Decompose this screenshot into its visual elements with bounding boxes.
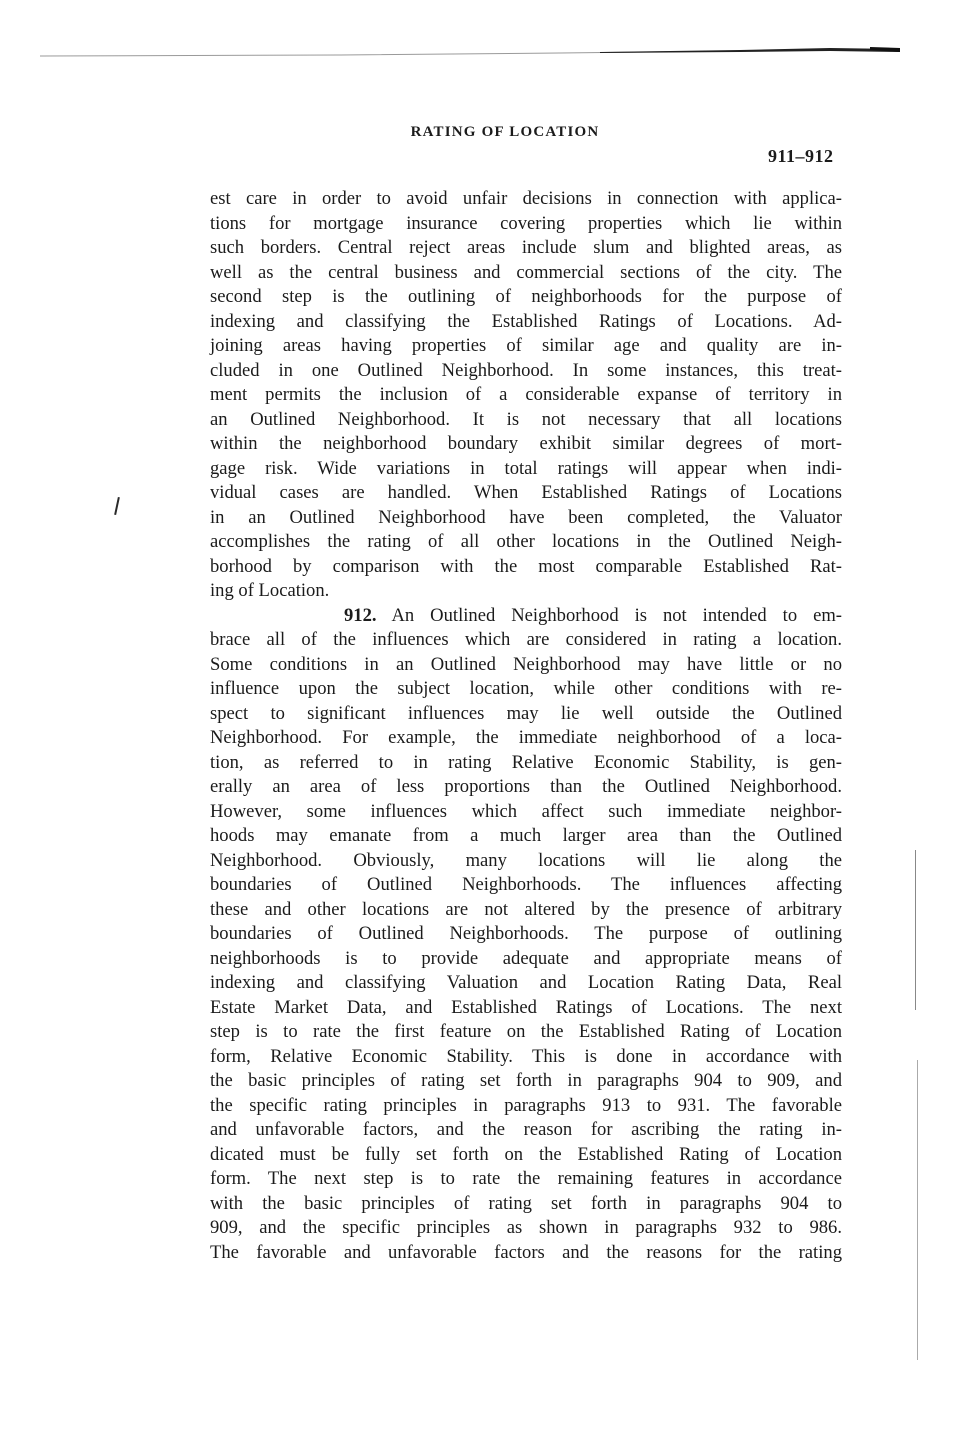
text-line: tion, as referred to in rating Relative Economic Stability, is gen-	[210, 751, 842, 773]
text-line: Estate Market Data, and Established Ratings of Locations. The next	[210, 996, 842, 1018]
text-line: spect to significant influences may lie well outside the Outlined	[210, 702, 842, 724]
text-line: Neighborhood. Obviously, many locations will lie along the	[210, 849, 842, 871]
text-line: neighborhoods is to provide adequate and appropriate means of	[210, 947, 842, 969]
text-line: tions for mortgage insurance covering properties which lie within	[210, 212, 842, 234]
text-line: and unfavorable factors, and the reason for ascribing the rating in-	[210, 1119, 842, 1140]
paragraph-912-opening-line	[210, 604, 842, 629]
paragraph-912-first-line: An Outlined Neighborhood is not intended to em-	[391, 604, 842, 626]
margin-mark-right	[915, 850, 916, 1010]
text-line: hoods may emanate from a much larger area than the Outlined	[210, 825, 842, 846]
text-line: joining areas having properties of similar age and quality are in-	[210, 335, 842, 356]
text-line: 909, and the specific principles as shown in paragraphs 932 to 986.	[210, 1217, 842, 1238]
text-line: cluded in one Outlined Neighborhood. In some instances, this treat-	[210, 359, 842, 381]
text-line: these and other locations are not altered by the presence of arbitrary	[210, 898, 842, 920]
text-line: indexing and classifying the Established Ratings of Locations. Ad-	[210, 310, 842, 332]
text-line: indexing and classifying Valuation and Location Rating Data, Real	[210, 972, 842, 993]
text-line: erally an area of less proportions than the Outlined Neighborhood.	[210, 776, 842, 797]
text-line: Neighborhood. For example, the immediate neighborhood of a loca-	[210, 727, 842, 748]
text-line: in an Outlined Neighborhood have been completed, the Valuator	[210, 506, 842, 528]
text-line: an Outlined Neighborhood. It is not necessary that all locations	[210, 408, 842, 430]
body-text	[210, 187, 842, 1265]
text-line: the basic principles of rating set forth in paragraphs 904 to 909, and	[210, 1070, 842, 1091]
text-line: with the basic principles of rating set forth in paragraphs 904 to	[210, 1192, 842, 1214]
scan-edge-line	[40, 44, 900, 58]
text-line: influence upon the subject location, while other conditions with re-	[210, 678, 842, 699]
text-line: est care in order to avoid unfair decisions in connection with applica-	[210, 188, 842, 209]
text-line: step is to rate the first feature on the Established Rating of Location	[210, 1021, 842, 1042]
text-line: The favorable and unfavorable factors and the reasons for the rating	[210, 1241, 842, 1263]
text-line: the specific rating principles in paragraphs 913 to 931. The favorable	[210, 1094, 842, 1116]
text-line: vidual cases are handled. When Established Ratings of Locations	[210, 482, 842, 503]
text-line: gage risk. Wide variations in total ratings will appear when indi-	[210, 457, 842, 479]
text-line: However, some influences which affect such immediate neighbor-	[210, 800, 842, 822]
text-line: brace all of the influences which are considered in rating a location.	[210, 629, 842, 650]
running-head: RATING OF LOCATION	[410, 124, 600, 140]
text-line: boundaries of Outlined Neighborhoods. The influences affecting	[210, 874, 842, 895]
text-line: such borders. Central reject areas include slum and blighted areas, as	[210, 237, 842, 258]
paragraph-911-continuation	[210, 187, 842, 604]
text-line: boundaries of Outlined Neighborhoods. The purpose of outlining	[210, 923, 842, 944]
text-line: second step is the outlining of neighborhoods for the purpose of	[210, 286, 842, 307]
text-line: within the neighborhood boundary exhibit similar degrees of mort-	[210, 433, 842, 454]
text-line: dicated must be fully set forth on the Established Rating of Location	[210, 1143, 842, 1165]
page-number: 911–912	[768, 146, 834, 166]
text-line: borhood by comparison with the most comparable Established Rat-	[210, 555, 842, 577]
text-line: ment permits the inclusion of a considerable expanse of territory in	[210, 384, 842, 405]
text-line: ing of Location.	[210, 580, 330, 601]
text-line: Some conditions in an Outlined Neighborhood may have little or no	[210, 653, 842, 675]
text-line: well as the central business and commercial sections of the city. The	[210, 261, 842, 283]
margin-mark-right-lower	[917, 1060, 918, 1360]
margin-mark-left	[114, 497, 120, 515]
text-line: form. The next step is to rate the remaining features in accordance	[210, 1168, 842, 1189]
paragraph-912-body	[210, 628, 842, 1265]
paragraph-number: 912.	[344, 604, 377, 626]
text-line: accomplishes the rating of all other locations in the Outlined Neigh-	[210, 531, 842, 552]
text-line: form, Relative Economic Stability. This is done in accordance with	[210, 1045, 842, 1067]
